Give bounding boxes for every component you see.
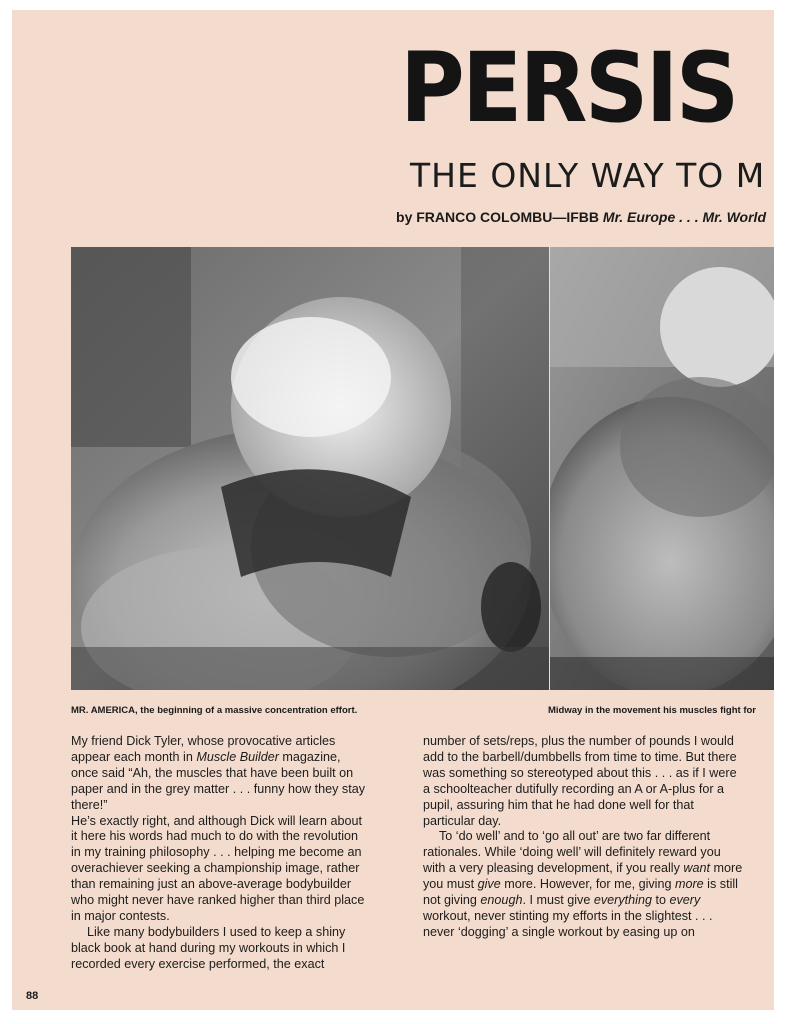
photo-curl-midway: [550, 247, 774, 690]
text-run: Like many bodybuilders I used to keep a shiny black book at hand during my workouts in which I recorded every exercise performed, the exact: [71, 924, 346, 971]
italic-text: want: [683, 861, 711, 876]
paragraph: [71, 734, 371, 814]
paragraph: [71, 925, 371, 973]
italic-text: Muscle Builder: [196, 749, 279, 764]
paragraph: [423, 829, 743, 940]
text-run: more you must: [423, 861, 743, 892]
text-run: magazine, once said “Ah, the muscles that have been built on paper and in the grey matter . . . funny how they stay there!”: [71, 749, 366, 812]
paragraph: [71, 814, 371, 925]
italic-text: more: [674, 877, 704, 892]
italic-text: everything: [593, 893, 652, 908]
magazine-page: [12, 10, 774, 1010]
text-run: My friend Dick Tyler, whose provocative articles appear each month in: [71, 734, 336, 764]
text-column-right: [423, 734, 743, 941]
text-run: more. However, for me, giving: [500, 877, 675, 892]
caption-right: Midway in the movement his muscles fight for: [548, 705, 756, 716]
italic-text: every: [669, 893, 701, 908]
page-number: 88: [26, 990, 39, 1002]
text-run: workout, never stinting my efforts in the slightest . . . never ‘dogging’ a single workout by easing up on: [423, 908, 713, 939]
byline: [396, 209, 766, 225]
caption-left: MR. AMERICA, the beginning of a massive concentration effort.: [71, 705, 358, 716]
text-run: He’s exactly right, and although Dick will learn about it here his words had much to do with the revolution in my training philosophy . . . helping me become an overachiever seeking a championship image, rather than remaining just an above-average bodybuilder who might never have ranked higher than third place in major contests.: [71, 813, 365, 923]
byline-titles: Mr. Europe . . . Mr. World: [602, 209, 766, 225]
italic-text: enough: [480, 893, 523, 908]
byline-author: by FRANCO COLOMBU—IFBB: [396, 209, 603, 225]
text-run: number of sets/reps, plus the number of pounds I would add to the barbell/dumbbells from time to time. But there was something so stereotyped about this . . . as if I were a schoolteacher dutifully recording an A or A-plus for a pupil, assuring him that he had done well for that particular day.: [423, 734, 737, 828]
article-title: PERSIS: [400, 32, 737, 144]
photo-curl-start: [71, 247, 549, 690]
text-column-left: [71, 734, 371, 973]
paragraph: [423, 734, 743, 829]
text-run: to: [651, 893, 670, 908]
text-run: is still not giving: [423, 877, 738, 908]
text-run: To ‘do well’ and to ‘go all out’ are two far different rationales. While ‘doing well’ will definitely reward you with a very pleasing development, if you really: [423, 829, 721, 876]
italic-text: give: [477, 877, 501, 892]
text-run: . I must give: [522, 893, 594, 908]
article-subtitle: THE ONLY WAY TO M: [410, 156, 766, 195]
